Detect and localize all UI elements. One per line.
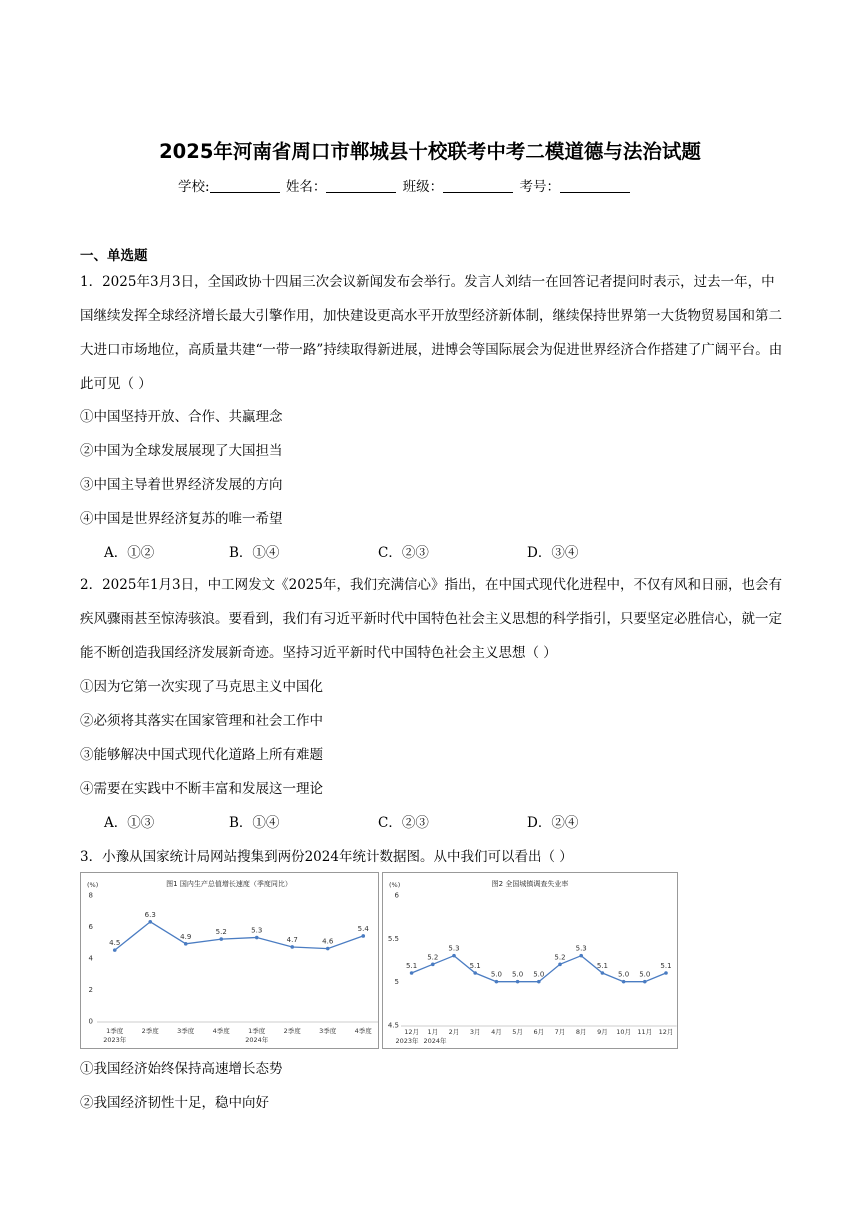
gdp-chart-title: 图1 国内生产总值增长速度（季度同比） bbox=[166, 880, 292, 888]
unemployment-chart-ytick-label: 6 bbox=[394, 891, 399, 900]
q1-item-2: ②中国为全球发展展现了大国担当 bbox=[80, 443, 283, 459]
gdp-chart-category-label: 2季度 bbox=[141, 1027, 159, 1035]
gdp-growth-chart-svg bbox=[81, 873, 378, 1048]
q3-stem: 3．小豫从国家统计局网站搜集到两份2024年统计数据图。从中我们可以看出（ ） bbox=[80, 849, 573, 865]
unemployment-chart-category-label: 12月 bbox=[658, 1028, 674, 1036]
unemployment-chart-data-point bbox=[516, 980, 520, 984]
unemployment-chart-category-label: 3月 bbox=[469, 1028, 481, 1036]
gdp-chart-ytick-label: 2 bbox=[88, 986, 93, 994]
gdp-chart-data-label: 6.3 bbox=[144, 910, 156, 919]
gdp-chart-category-label: 2季度 bbox=[283, 1027, 301, 1035]
name-field[interactable] bbox=[326, 178, 396, 193]
gdp-chart-data-point bbox=[113, 948, 117, 952]
gdp-chart-data-label: 5.3 bbox=[251, 926, 263, 935]
gdp-chart-data-label: 4.6 bbox=[322, 937, 334, 946]
unemployment-chart-unit-label: (%) bbox=[389, 881, 401, 889]
unemployment-chart-data-point bbox=[537, 980, 541, 984]
gdp-chart-category-label: 3季度 bbox=[319, 1027, 337, 1035]
gdp-chart-category-label: 4季度 bbox=[212, 1027, 230, 1035]
exam-no-field[interactable] bbox=[560, 178, 630, 193]
q2-stem: 2．2025年1月3日，中工网发文《2025年，我们充满信心》指出，在中国式现代化进程中，不仅有风和日丽，也会有疾风骤雨甚至惊涛骇浪。要看到，我们有习近平新时代中国特色社会主义思想的科学指引，只要坚定必胜信心，就一定能不断创造我国经济发展新奇迹。坚持习近平新时代中国特色社会主义思想（ ） bbox=[80, 577, 782, 661]
gdp-chart-ytick-label: 4 bbox=[88, 954, 93, 963]
gdp-chart-data-label: 5.2 bbox=[215, 928, 227, 937]
q2-item-3: ③能够解决中国式现代化道路上所有难题 bbox=[80, 747, 323, 763]
q2-option-b[interactable]: B．①④ bbox=[229, 815, 280, 831]
unemployment-chart-data-point bbox=[431, 963, 435, 967]
page-title: 2025年河南省周口市郸城县十校联考中考二模道德与法治试题 bbox=[159, 140, 701, 163]
gdp-chart-data-point bbox=[255, 936, 259, 940]
unemployment-chart-data-label: 5.1 bbox=[660, 962, 672, 970]
gdp-chart-data-label: 4.5 bbox=[109, 939, 121, 948]
q3-item-2: ②我国经济韧性十足，稳中向好 bbox=[80, 1095, 269, 1111]
unemployment-chart-data-label: 5.1 bbox=[406, 962, 418, 970]
unemployment-chart-category-label: 7月 bbox=[554, 1028, 566, 1036]
unemployment-chart bbox=[382, 872, 678, 1049]
student-info-row bbox=[178, 175, 632, 195]
unemployment-chart-category-label: 8月 bbox=[575, 1028, 587, 1036]
gdp-chart-ytick-label: 0 bbox=[88, 1017, 93, 1026]
gdp-chart-data-point bbox=[290, 945, 294, 949]
unemployment-chart-data-point bbox=[558, 963, 562, 967]
q2-item-4: ④需要在实践中不断丰富和发展这一理论 bbox=[80, 781, 323, 797]
school-field[interactable] bbox=[210, 178, 280, 193]
unemployment-chart-data-label: 5.2 bbox=[554, 953, 566, 962]
unemployment-chart-category-label: 9月 bbox=[597, 1028, 608, 1036]
gdp-growth-chart bbox=[80, 872, 379, 1049]
unemployment-chart-category-label: 2月 bbox=[448, 1028, 460, 1036]
gdp-chart-data-point bbox=[219, 937, 223, 941]
unemployment-chart-data-label: 5.2 bbox=[427, 953, 439, 962]
gdp-chart-year-label: 2023年 bbox=[103, 1036, 127, 1044]
unemployment-chart-ytick-label: 5.5 bbox=[387, 934, 399, 943]
unemployment-chart-data-label: 5.3 bbox=[575, 944, 587, 953]
unemployment-chart-data-label: 5.0 bbox=[639, 970, 651, 979]
unemployment-chart-data-point bbox=[473, 971, 477, 975]
unemployment-chart-data-label: 5.0 bbox=[533, 970, 545, 979]
unemployment-chart-data-point bbox=[495, 980, 499, 984]
gdp-chart-data-point bbox=[326, 947, 330, 951]
school-label: 学校: bbox=[178, 179, 210, 195]
gdp-chart-category-label: 3季度 bbox=[177, 1027, 195, 1035]
q1-stem: 1．2025年3月3日，全国政协十四届三次会议新闻发布会举行。发言人刘结一在回答记者提问时表示，过去一年，中国继续发挥全球经济增长最大引擎作用，加快建设更高水平开放型经济新体制，继续保持世界第一大货物贸易国和第二大进口市场地位，高质量共建“一带一路”持续取得新进展，进博会等国际展会为促进世界经济合作搭建了广阔平台。由此可见（ ） bbox=[80, 274, 783, 392]
unemployment-chart-data-label: 5.1 bbox=[596, 962, 608, 970]
unemployment-chart-data-point bbox=[579, 954, 583, 958]
unemployment-chart-data-point bbox=[452, 954, 456, 958]
unemployment-chart-data-label: 5.0 bbox=[512, 970, 524, 979]
q2-option-a[interactable]: A．①③ bbox=[104, 815, 155, 831]
unemployment-chart-data-point bbox=[601, 971, 605, 975]
gdp-chart-ytick-label: 6 bbox=[88, 923, 93, 931]
gdp-chart-data-label: 5.4 bbox=[357, 924, 369, 933]
q1-item-4: ④中国是世界经济复苏的唯一希望 bbox=[80, 511, 283, 527]
q1-option-d[interactable]: D．③④ bbox=[527, 545, 579, 561]
class-label: 班级： bbox=[402, 179, 444, 195]
unemployment-chart-svg bbox=[383, 873, 677, 1048]
q2-item-1: ①因为它第一次实现了马克思主义中国化 bbox=[80, 679, 323, 695]
gdp-chart-category-label: 4季度 bbox=[354, 1027, 372, 1035]
unemployment-chart-data-label: 5.1 bbox=[469, 962, 481, 970]
q1-item-1: ①中国坚持开放、合作、共赢理念 bbox=[80, 409, 283, 425]
q2-option-c[interactable]: C．②③ bbox=[378, 815, 429, 831]
q1-option-a[interactable]: A．①② bbox=[104, 545, 155, 561]
gdp-chart-data-label: 4.9 bbox=[180, 932, 192, 941]
q2-item-2: ②必须将其落实在国家管理和社会工作中 bbox=[80, 713, 323, 729]
gdp-chart-data-point bbox=[148, 920, 152, 924]
gdp-chart-series-line bbox=[115, 922, 363, 950]
gdp-chart-data-point bbox=[184, 942, 188, 946]
unemployment-chart-ytick-label: 5 bbox=[394, 978, 399, 987]
gdp-chart-year-label: 2024年 bbox=[245, 1036, 269, 1044]
unemployment-chart-year-label: 2023年 bbox=[395, 1037, 419, 1045]
q3-item-1: ①我国经济始终保持高速增长态势 bbox=[80, 1061, 283, 1077]
gdp-chart-category-label: 1季度 bbox=[106, 1027, 124, 1035]
unemployment-chart-data-label: 5.3 bbox=[448, 944, 460, 953]
unemployment-chart-data-point bbox=[410, 971, 414, 975]
unemployment-chart-ytick-label: 4.5 bbox=[387, 1021, 399, 1030]
unemployment-chart-category-label: 11月 bbox=[637, 1028, 653, 1036]
gdp-chart-unit-label: (%) bbox=[87, 881, 99, 889]
gdp-chart-data-point bbox=[361, 934, 365, 938]
unemployment-chart-year-label: 2024年 bbox=[423, 1037, 447, 1045]
unemployment-chart-category-label: 4月 bbox=[491, 1028, 502, 1036]
unemployment-chart-data-point bbox=[643, 980, 647, 984]
unemployment-chart-category-label: 6月 bbox=[533, 1028, 545, 1036]
gdp-chart-data-label: 4.7 bbox=[286, 935, 298, 944]
unemployment-chart-title: 图2 全国城镇调查失业率 bbox=[491, 880, 569, 888]
q1-option-b[interactable]: B．①④ bbox=[229, 545, 280, 561]
gdp-chart-category-label: 1季度 bbox=[248, 1027, 266, 1035]
unemployment-chart-data-label: 5.0 bbox=[490, 970, 502, 979]
unemployment-chart-category-label: 12月 bbox=[404, 1028, 419, 1036]
name-label: 姓名： bbox=[285, 179, 327, 195]
q2-option-d[interactable]: D．②④ bbox=[527, 815, 579, 831]
unemployment-chart-category-label: 1月 bbox=[427, 1028, 439, 1036]
class-field[interactable] bbox=[443, 178, 513, 193]
section-heading: 一、单选题 bbox=[80, 248, 148, 264]
q1-option-c[interactable]: C．②③ bbox=[378, 545, 429, 561]
q1-item-3: ③中国主导着世界经济发展的方向 bbox=[80, 477, 283, 493]
gdp-chart-ytick-label: 8 bbox=[88, 891, 93, 900]
unemployment-chart-data-point bbox=[664, 971, 668, 975]
unemployment-chart-data-point bbox=[622, 980, 626, 984]
unemployment-chart-data-label: 5.0 bbox=[618, 970, 630, 979]
exam-no-label: 考号： bbox=[519, 179, 560, 195]
unemployment-chart-category-label: 10月 bbox=[616, 1028, 631, 1036]
unemployment-chart-category-label: 5月 bbox=[512, 1028, 523, 1036]
